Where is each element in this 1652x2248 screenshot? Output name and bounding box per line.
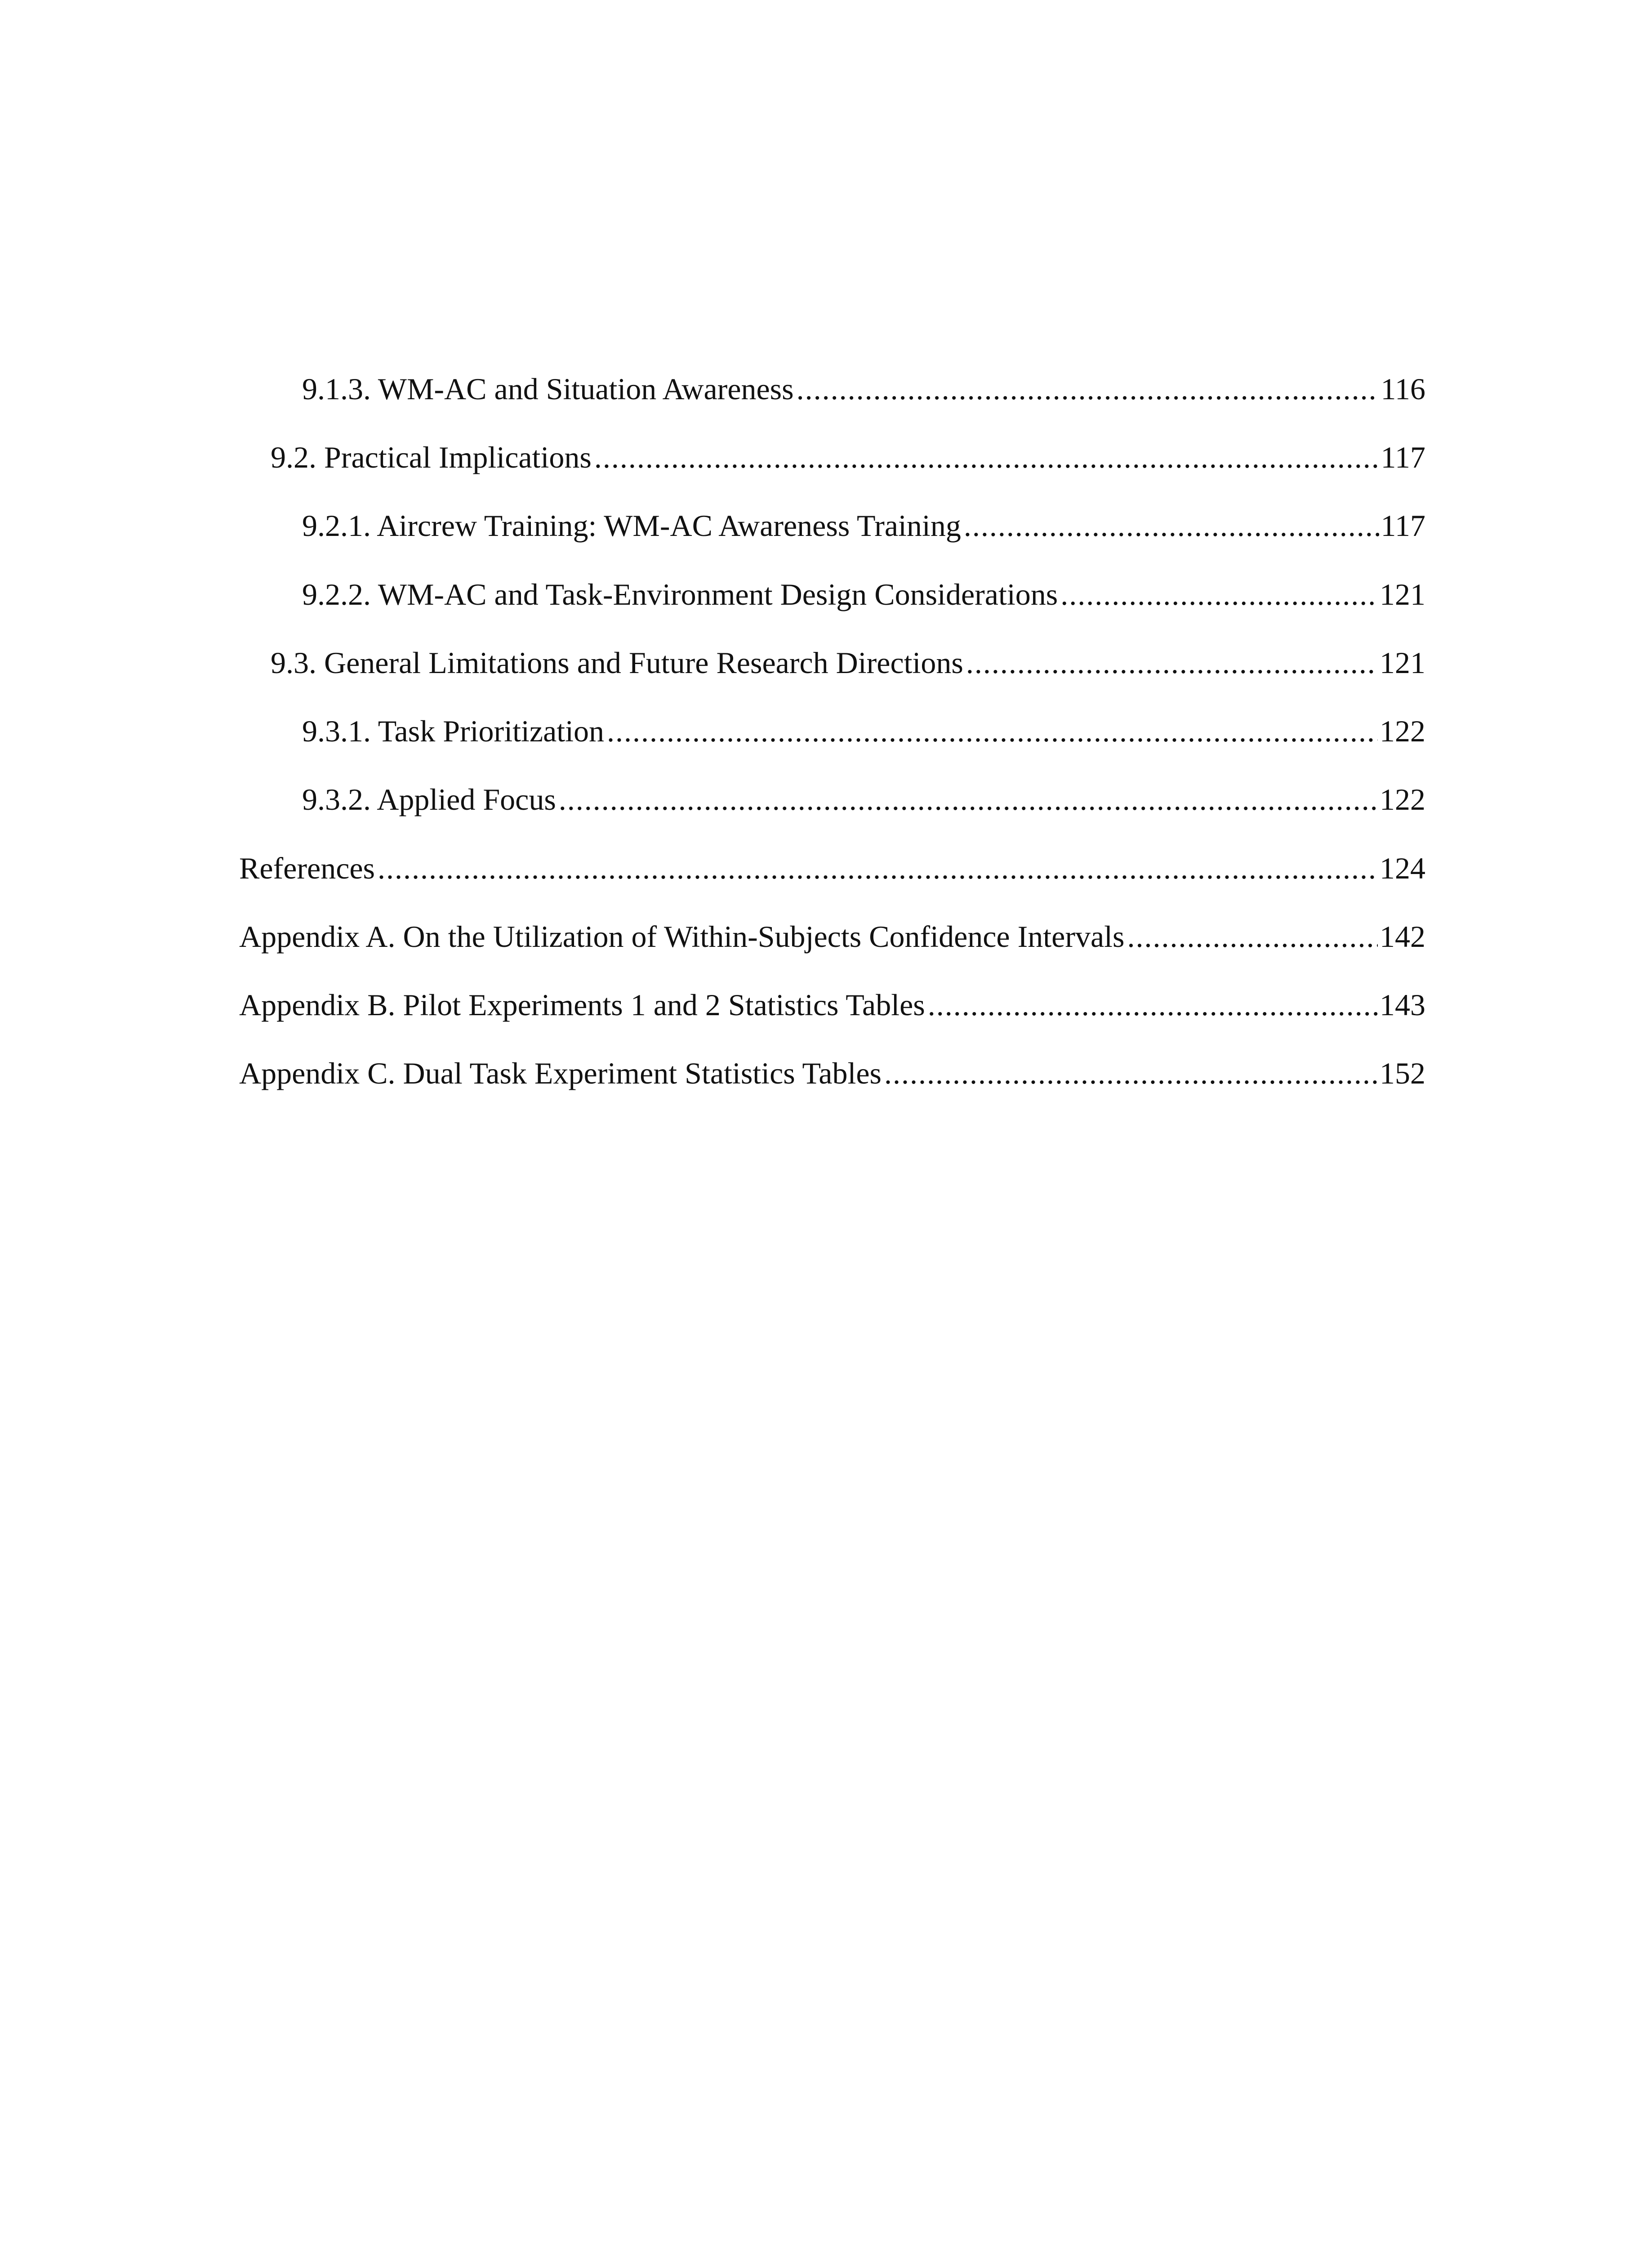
toc-entry-title: 9.2. Practical Implications xyxy=(271,440,592,474)
toc-page-number: 121 xyxy=(1380,577,1425,611)
toc-dot-leader xyxy=(594,437,1379,477)
toc-line xyxy=(302,565,1425,615)
toc-entry-references[interactable] xyxy=(0,839,1652,888)
toc-page-number: 117 xyxy=(1380,508,1425,543)
toc-dot-leader xyxy=(966,642,1378,683)
toc-entry-appendix-b[interactable] xyxy=(0,976,1652,1025)
toc-entry-title: Appendix C. Dual Task Experiment Statistics Tables xyxy=(239,1056,882,1090)
toc-line xyxy=(239,839,1425,888)
toc-entry-9-3-1[interactable] xyxy=(0,702,1652,751)
toc-line xyxy=(239,976,1425,1025)
toc-dot-leader xyxy=(1060,574,1378,615)
toc-entry-9-2[interactable] xyxy=(0,428,1652,477)
toc-entry-title: 9.3. General Limitations and Future Research Directions xyxy=(271,646,963,680)
toc-entry-title: 9.2.1. Aircrew Training: WM-AC Awareness Training xyxy=(302,508,961,543)
toc-line xyxy=(271,428,1425,477)
toc-line xyxy=(302,702,1425,751)
toc-line xyxy=(302,770,1425,820)
toc-dot-leader xyxy=(607,711,1378,751)
toc-line xyxy=(239,1044,1425,1093)
toc-dot-leader xyxy=(884,1053,1378,1093)
toc-entry-title: Appendix B. Pilot Experiments 1 and 2 Statistics Tables xyxy=(239,988,925,1022)
toc-entry-title: 9.1.3. WM-AC and Situation Awareness xyxy=(302,372,794,406)
toc-page-number: 122 xyxy=(1380,782,1425,816)
toc-page-number: 143 xyxy=(1380,988,1425,1022)
toc-entry-appendix-c[interactable] xyxy=(0,1044,1652,1093)
toc-page-number: 121 xyxy=(1380,646,1425,680)
toc-page-number: 124 xyxy=(1380,851,1425,885)
toc-dot-leader xyxy=(1127,916,1378,957)
toc-entry-9-2-1[interactable] xyxy=(0,496,1652,546)
toc-page-number: 142 xyxy=(1380,919,1425,954)
toc-entry-title: 9.3.2. Applied Focus xyxy=(302,782,556,816)
toc-line xyxy=(302,360,1425,409)
toc-entry-9-1-3[interactable] xyxy=(0,360,1652,409)
toc-entry-title: References xyxy=(239,851,375,885)
toc-entry-9-3-2[interactable] xyxy=(0,770,1652,820)
toc-dot-leader xyxy=(797,369,1379,409)
toc-line xyxy=(239,907,1425,957)
toc-dot-leader xyxy=(559,779,1378,820)
toc-entry-9-3[interactable] xyxy=(0,633,1652,683)
toc-entry-title: Appendix A. On the Utilization of Within-Subjects Confidence Intervals xyxy=(239,919,1125,954)
toc-entry-9-2-2[interactable] xyxy=(0,565,1652,615)
toc-page-number: 117 xyxy=(1380,440,1425,474)
toc-line xyxy=(271,633,1425,683)
toc-entry-appendix-a[interactable] xyxy=(0,907,1652,957)
toc-dot-leader xyxy=(928,985,1378,1025)
toc-line xyxy=(302,496,1425,546)
toc-page-number: 122 xyxy=(1380,714,1425,748)
toc-dot-leader xyxy=(378,848,1378,888)
toc-entry-title: 9.2.2. WM-AC and Task-Environment Design Considerations xyxy=(302,577,1058,611)
toc-dot-leader xyxy=(964,505,1379,546)
toc-page-number: 152 xyxy=(1380,1056,1425,1090)
toc-entry-title: 9.3.1. Task Prioritization xyxy=(302,714,605,748)
toc-page-number: 116 xyxy=(1380,372,1425,406)
